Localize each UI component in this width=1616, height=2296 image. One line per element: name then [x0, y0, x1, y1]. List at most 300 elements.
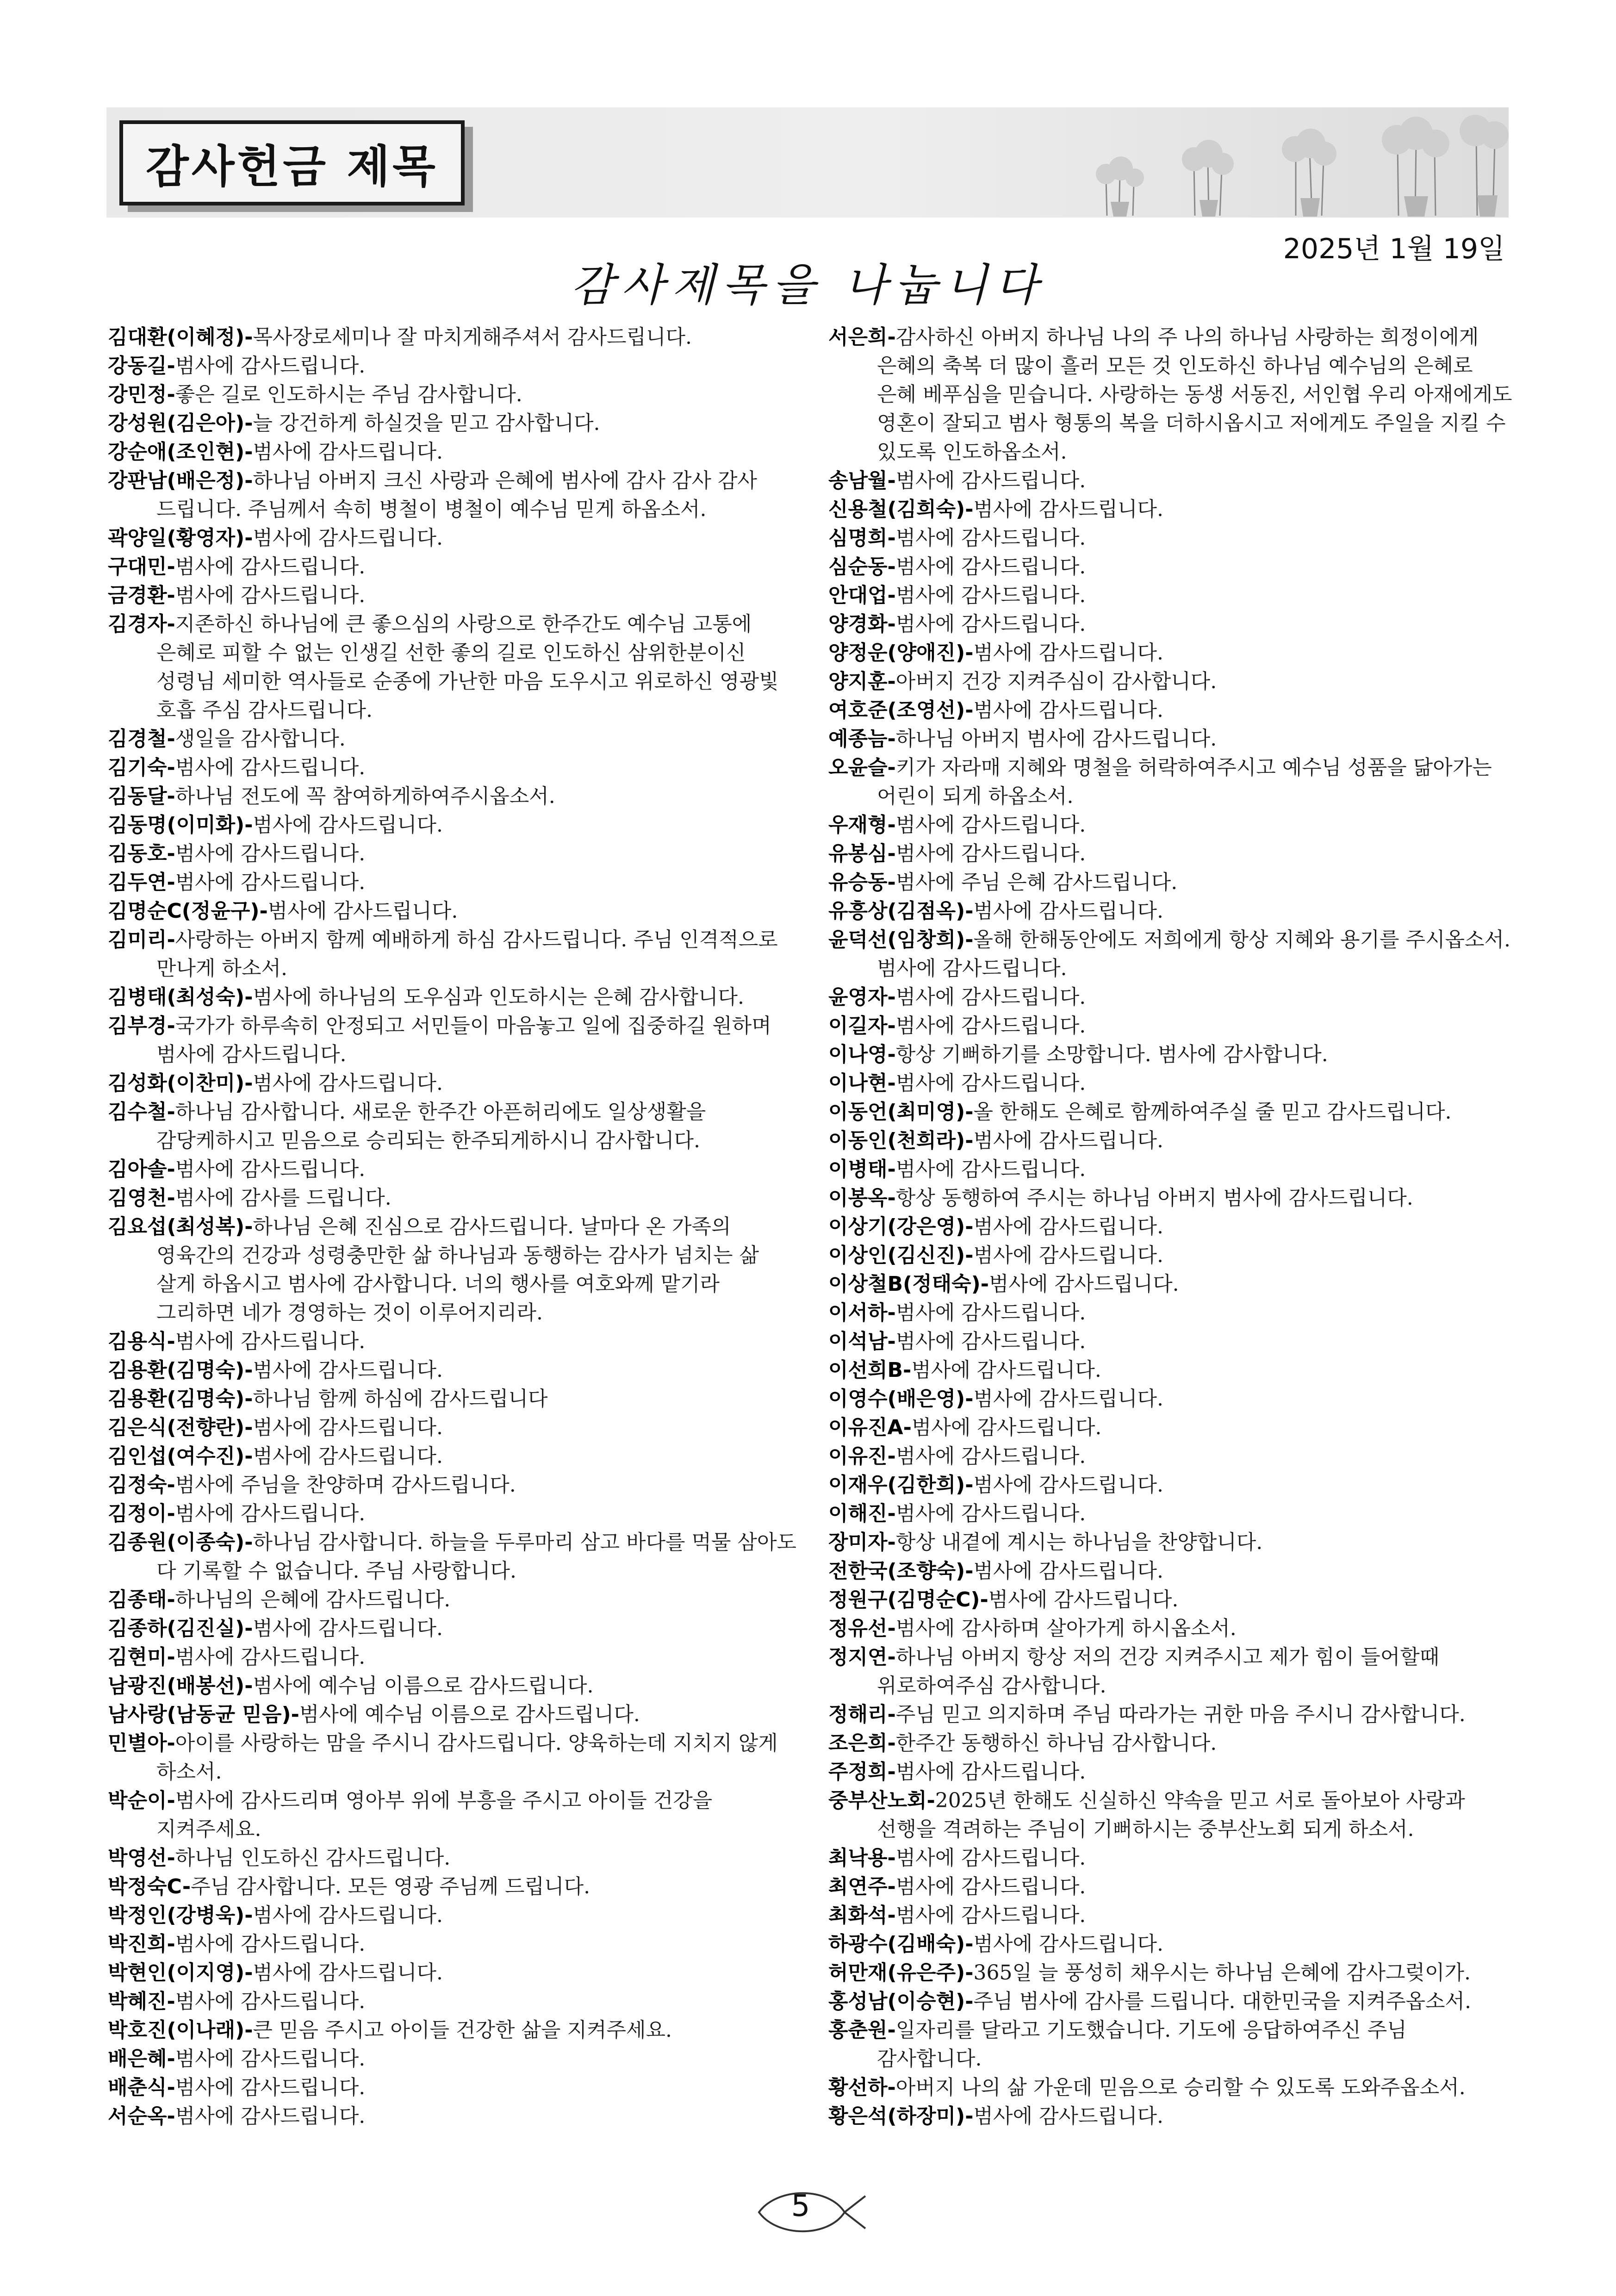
entry-name: 전한국(조향숙)- [828, 1559, 974, 1583]
entry-text: 범사에 감사드립니다. [175, 354, 366, 378]
offering-entry [108, 2102, 802, 2131]
offering-entry [108, 1385, 802, 1413]
offering-entry [828, 1758, 1518, 1786]
offering-entry [108, 1327, 802, 1356]
entry-text: 범사에 감사드리며 영아부 위에 부흥을 주시고 아이들 건강을 지켜주세요. [156, 1789, 713, 1841]
entry-text: 아이를 사랑하는 맘을 주시니 감사드립니다. 양육하는데 지치지 않게 하소서. [156, 1731, 778, 1784]
offering-entry [108, 1184, 802, 1213]
entry-name: 홍춘원- [828, 2018, 896, 2042]
entry-name: 배춘식- [108, 2076, 175, 2099]
offering-entry [828, 1098, 1518, 1126]
offering-entry [108, 1873, 802, 1901]
entry-text: 2025년 한해도 신실하신 약속을 믿고 서로 돌아보아 사랑과 선행을 격려하는 주님이 기뻐하시는 중부산노회 되게 하소서. [877, 1789, 1465, 1841]
offering-entry [828, 1385, 1518, 1413]
offering-entry [828, 1327, 1518, 1356]
entry-name: 서은희- [828, 325, 896, 349]
entry-text: 범사에 감사드립니다. [253, 1617, 443, 1640]
offering-entry [828, 1500, 1518, 1528]
entry-name: 박영선- [108, 1846, 175, 1870]
section-title: 감사헌금 제목 [146, 140, 438, 193]
offering-entry [828, 581, 1518, 610]
offering-entry [108, 1500, 802, 1528]
entry-name: 김종태- [108, 1588, 175, 1612]
entry-name: 곽양일(황영자)- [108, 526, 253, 550]
entry-text: 범사에 감사드립니다. [175, 871, 366, 894]
entry-text: 하나님 아버지 항상 저의 건강 지켜주시고 제가 힘이 들어할때 위로하여주심 감사합니다. [877, 1645, 1440, 1698]
entry-text: 범사에 감사드립니다. [253, 1358, 443, 1382]
entry-name: 김기숙- [108, 756, 175, 779]
entry-text: 범사에 감사드립니다. [895, 842, 1086, 865]
offering-entry [108, 610, 802, 725]
offering-entry [108, 352, 802, 380]
offering-entry [108, 811, 802, 840]
offering-entry [108, 1213, 802, 1327]
entry-name: 이나영- [828, 1043, 896, 1066]
offering-entry [108, 553, 802, 581]
offering-entry [108, 1987, 802, 2016]
entry-name: 이상철B(정태숙)- [828, 1272, 989, 1296]
offering-entry [108, 1700, 802, 1729]
offering-entry [108, 2016, 802, 2045]
entry-text: 국가가 하루속히 안정되고 서민들이 마음놓고 일에 집중하길 원하며 범사에 감사드립니다. [156, 1014, 771, 1066]
entry-text: 하나님 감사합니다. 새로운 한주간 아픈허리에도 일상생활을 감당케하시고 믿음으로 승리되는 한주되게하시니 감사합니다. [156, 1100, 706, 1152]
offering-entry [828, 1442, 1518, 1471]
entry-text: 범사에 감사드립니다. [895, 469, 1086, 492]
entry-text: 범사에 감사드립니다. [895, 1014, 1086, 1038]
entry-text: 주님 감사합니다. 모든 영광 주님께 드립니다. [191, 1875, 590, 1898]
offering-entry [108, 1356, 802, 1385]
entry-name: 홍성남(이승현)- [828, 1990, 974, 2013]
offering-entry [108, 581, 802, 610]
entry-text: 범사에 감사드립니다. [175, 2076, 366, 2099]
entry-name: 김용식- [108, 1330, 175, 1353]
offering-entry [108, 1901, 802, 1930]
entry-name: 김대환(이혜정)- [108, 325, 253, 349]
offering-entry [828, 926, 1518, 983]
entry-text: 아버지 나의 삶 가운데 믿음으로 승리할 수 있도록 도와주옵소서. [895, 2076, 1466, 2099]
entry-text: 범사에 감사드립니다. [895, 526, 1086, 550]
entry-name: 이영수(배은영)- [828, 1387, 974, 1411]
offering-entry [828, 1126, 1518, 1155]
entry-text: 범사에 하나님의 도우심과 인도하시는 은혜 감사합니다. [253, 985, 745, 1009]
entry-name: 남광진(배봉선)- [108, 1674, 253, 1698]
offering-entry [108, 380, 802, 409]
offering-entry [828, 1213, 1518, 1241]
entry-text: 범사에 예수님 이름으로 감사드립니다. [299, 1703, 640, 1726]
left-column [108, 323, 802, 2131]
offering-entry [108, 868, 802, 897]
entry-text: 범사에 감사드립니다. [895, 1444, 1086, 1468]
entry-text: 사랑하는 아버지 함께 예배하게 하심 감사드립니다. 주님 인격적으로 만나게 하소서. [156, 928, 778, 980]
entry-text: 범사에 감사드립니다. [973, 641, 1164, 665]
entry-name: 김인섭(여수진)- [108, 1444, 253, 1468]
entry-name: 오윤슬- [828, 756, 896, 779]
offering-entry [828, 1643, 1518, 1700]
entry-name: 최연주- [828, 1875, 896, 1898]
entry-text: 범사에 감사드립니다. [175, 1157, 366, 1181]
entry-name: 하광수(김배숙)- [828, 1932, 974, 1956]
entry-name: 김종하(김진실)- [108, 1617, 253, 1640]
offering-entry [108, 1471, 802, 1500]
offering-entry [828, 524, 1518, 553]
entry-text: 범사에 감사드립니다. [895, 1846, 1086, 1870]
entry-name: 이봉옥- [828, 1186, 896, 1210]
entry-text: 범사에 감사드립니다. [895, 1301, 1086, 1325]
offering-entry [108, 1069, 802, 1098]
offering-entry [108, 1959, 802, 1987]
entry-name: 이재우(김한희)- [828, 1473, 974, 1497]
entry-text: 하나님 감사합니다. 하늘을 두루마리 삼고 바다를 먹물 삼아도 다 기록할 수 없습니다. 주님 사랑합니다. [156, 1531, 797, 1583]
entry-name: 서순옥- [108, 2104, 175, 2128]
entry-name: 정해리- [828, 1703, 896, 1726]
offering-entry [828, 696, 1518, 725]
entry-text: 범사에 감사드립니다. [175, 2104, 366, 2128]
entry-text: 항상 기뻐하기를 소망합니다. 범사에 감사합니다. [895, 1043, 1328, 1066]
offering-entry [828, 1586, 1518, 1614]
entry-text: 범사에 감사를 드립니다. [175, 1186, 392, 1210]
entry-text: 범사에 감사드립니다. [973, 1215, 1164, 1238]
entry-name: 심순동- [828, 555, 896, 579]
entry-text: 범사에 감사드립니다. [175, 756, 366, 779]
entry-text: 범사에 감사드립니다. [973, 1387, 1164, 1411]
entry-text: 범사에 감사드립니다. [175, 1330, 366, 1353]
offering-entry [828, 667, 1518, 696]
entry-text: 범사에 감사드립니다. [253, 1961, 443, 1985]
entry-text: 하나님 아버지 범사에 감사드립니다. [895, 727, 1217, 751]
offering-entry [828, 1012, 1518, 1040]
offering-entry [828, 1557, 1518, 1586]
entry-text: 범사에 감사드립니다. [175, 1932, 366, 1956]
entry-name: 김성화(이찬미)- [108, 1071, 253, 1095]
offering-entry [828, 840, 1518, 868]
offering-entry [828, 1700, 1518, 1729]
entry-name: 이상인(김신진)- [828, 1244, 974, 1267]
offering-entry [108, 983, 802, 1012]
entry-name: 신용철(김희숙)- [828, 498, 974, 521]
entry-text: 올해 한해동안에도 저희에게 항상 지혜와 용기를 주시옵소서. 범사에 감사드립니다. [877, 928, 1511, 980]
offering-entry [108, 2045, 802, 2073]
offering-entry [108, 524, 802, 553]
entry-name: 박현인(이지영)- [108, 1961, 253, 1985]
entry-text: 범사에 감사드립니다. [973, 1559, 1164, 1583]
page-footer [750, 2184, 870, 2240]
offering-entry [108, 1844, 802, 1873]
entry-text: 범사에 감사드립니다. [895, 1502, 1086, 1525]
entry-text: 범사에 감사드립니다. [895, 1760, 1086, 1784]
offering-entry [108, 782, 802, 811]
entry-name: 김종원(이종숙)- [108, 1531, 253, 1554]
entry-name: 이서하- [828, 1301, 896, 1325]
entry-name: 박순이- [108, 1789, 175, 1812]
entry-text: 하나님 은혜 진심으로 감사드립니다. 날마다 온 가족의 영육간의 건강과 성령충만한 삶 하나님과 동행하는 감사가 넘치는 삶 살게 하옵시고 범사에 감사합니다. 너의 행사를 여호와께 맡기라 그리하면 네가 경영하는 것이 이루어지리라. [156, 1215, 759, 1325]
offering-entry [828, 2073, 1518, 2102]
entry-text: 범사에 감사드립니다. [911, 1358, 1101, 1382]
offering-entry [108, 1930, 802, 1959]
entry-name: 김정숙- [108, 1473, 175, 1497]
entry-text: 범사에 감사드립니다. [973, 1129, 1164, 1152]
offering-entry [108, 409, 802, 438]
offering-entry [108, 2073, 802, 2102]
entry-name: 양경화- [828, 612, 896, 636]
entry-name: 김동달- [108, 784, 175, 808]
entry-text: 범사에 감사드립니다. [253, 1444, 443, 1468]
right-column [828, 323, 1518, 2131]
entry-text: 범사에 감사드립니다. [253, 813, 443, 837]
entry-name: 김미리- [108, 928, 175, 952]
entry-name: 유승동- [828, 871, 896, 894]
offering-entry [108, 1442, 802, 1471]
entry-text: 범사에 감사드립니다. [973, 1244, 1164, 1267]
entry-name: 강동길- [108, 354, 175, 378]
entry-name: 양정운(양애진)- [828, 641, 974, 665]
entry-name: 중부산노회- [828, 1789, 935, 1812]
offering-entry [108, 467, 802, 524]
entry-name: 김두연- [108, 871, 175, 894]
offering-entry [828, 1844, 1518, 1873]
entry-name: 안대업- [828, 584, 896, 607]
entry-text: 항상 동행하여 주시는 하나님 아버지 범사에 감사드립니다. [895, 1186, 1413, 1210]
entry-text: 감사하신 아버지 하나님 나의 주 나의 하나님 사랑하는 희정이에게 은혜의 축복 더 많이 흘러 모든 것 인도하신 하나님 예수님의 은혜로 은혜 베푸심을 믿습니다. 사랑하는 동생 서동진, 서인협 우리 아재에게도 영혼이 잘되고 범사 형통의 복을 더하시옵시고 저에게도 주일을 지킬 수 있도록 인도하옵소서. [877, 325, 1512, 464]
entry-name: 강성원(김은아)- [108, 411, 253, 435]
offering-entry [828, 1299, 1518, 1327]
entry-text: 하나님 인도하신 감사드립니다. [175, 1846, 451, 1870]
offering-entry [828, 1873, 1518, 1901]
offering-entry [828, 1155, 1518, 1184]
entry-text: 범사에 감사드립니다. [973, 1932, 1164, 1956]
entry-name: 이상기(강은영)- [828, 1215, 974, 1238]
entry-text: 365일 늘 풍성히 채우시는 하나님 은혜에 감사그렂이가. [973, 1961, 1471, 1985]
entry-text: 범사에 감사드립니다. [895, 1330, 1086, 1353]
entry-text: 범사에 감사드립니다. [895, 612, 1086, 636]
entry-name: 김영천- [108, 1186, 175, 1210]
entry-name: 정유선- [828, 1617, 896, 1640]
entry-name: 이유진- [828, 1444, 896, 1468]
entry-name: 이동인(천희라)- [828, 1129, 974, 1152]
entry-text: 한주간 동행하신 하나님 감사합니다. [895, 1731, 1217, 1755]
offering-entry [828, 1786, 1518, 1844]
entry-name: 김요섭(최성복)- [108, 1215, 253, 1238]
entry-name: 양지훈- [828, 670, 896, 693]
offering-entry [108, 438, 802, 467]
offering-entry [828, 1528, 1518, 1557]
entry-text: 범사에 감사드립니다. [175, 842, 366, 865]
offering-entry [828, 753, 1518, 811]
offering-entry [828, 1930, 1518, 1959]
entry-text: 범사에 감사드립니다. [253, 1904, 443, 1927]
entry-text: 범사에 감사드립니다. [895, 1157, 1086, 1181]
entry-name: 유흥상(김점옥)- [828, 899, 974, 923]
entry-name: 김경자- [108, 612, 175, 636]
entry-text: 범사에 감사드립니다. [895, 555, 1086, 579]
offering-entry [828, 553, 1518, 581]
entry-name: 김정이- [108, 1502, 175, 1525]
entry-name: 김은식(전향란)- [108, 1416, 253, 1439]
entry-name: 예종늠- [828, 727, 896, 751]
entry-name: 황은석(하장미)- [828, 2104, 974, 2128]
entry-name: 남사랑(남동균 믿음)- [108, 1703, 299, 1726]
entry-text: 범사에 감사드립니다. [175, 1502, 366, 1525]
entry-text: 범사에 감사드립니다. [973, 698, 1164, 722]
entry-text: 범사에 감사드립니다. [895, 584, 1086, 607]
entry-text: 범사에 감사드립니다. [973, 2104, 1164, 2128]
entry-name: 박정인(강병욱)- [108, 1904, 253, 1927]
entry-name: 이석남- [828, 1330, 896, 1353]
offering-entry [108, 1012, 802, 1069]
entry-text: 범사에 감사드립니다. [267, 899, 458, 923]
offering-entry [108, 323, 802, 352]
entry-text: 범사에 감사드립니다. [175, 555, 366, 579]
entry-name: 최낙용- [828, 1846, 896, 1870]
entry-text: 하나님 전도에 꼭 참여하게하여주시옵소서. [175, 784, 555, 808]
offering-entry [828, 1040, 1518, 1069]
entry-text: 범사에 감사드립니다. [895, 813, 1086, 837]
entry-name: 박진희- [108, 1932, 175, 1956]
entry-name: 김용환(김명숙)- [108, 1358, 253, 1382]
entry-text: 범사에 감사드립니다. [253, 526, 443, 550]
entry-name: 이나현- [828, 1071, 896, 1095]
offering-entry [828, 2102, 1518, 2131]
entry-name: 유봉심- [828, 842, 896, 865]
entry-name: 이선희B- [828, 1358, 912, 1382]
entry-name: 박정숙C- [108, 1875, 191, 1898]
entry-text: 범사에 감사드립니다. [973, 1473, 1164, 1497]
entry-text: 범사에 감사드립니다. [253, 1416, 443, 1439]
offering-entry [108, 1528, 802, 1586]
offering-entry [828, 610, 1518, 639]
entry-name: 김동호- [108, 842, 175, 865]
entry-text: 하나님의 은혜에 감사드립니다. [175, 1588, 451, 1612]
offering-entry [108, 1672, 802, 1700]
offering-entry [108, 1413, 802, 1442]
entry-name: 강민정- [108, 383, 175, 406]
entry-text: 항상 내곁에 계시는 하나님을 찬양합니다. [895, 1531, 1263, 1554]
offering-entry [108, 1786, 802, 1844]
section-title-box [119, 120, 465, 205]
offering-entry [828, 495, 1518, 524]
entry-name: 심명희- [828, 526, 896, 550]
entry-text: 범사에 감사드립니다. [911, 1416, 1102, 1439]
entry-text: 키가 자라매 지혜와 명철을 허락하여주시고 예수님 성품을 닮아가는 어린이 되게 하옵소서. [877, 756, 1492, 808]
offering-entry [828, 725, 1518, 753]
offering-entry [828, 811, 1518, 840]
entry-text: 범사에 감사하며 살아가게 하시옵소서. [895, 1617, 1237, 1640]
entry-name: 여호준(조영선)- [828, 698, 974, 722]
entry-name: 장미자- [828, 1531, 896, 1554]
offering-entry [828, 467, 1518, 495]
flower-vase-illustration [1078, 109, 1509, 217]
entry-name: 이해진- [828, 1502, 896, 1525]
entry-name: 윤영자- [828, 985, 896, 1009]
offering-entry [828, 1184, 1518, 1213]
entry-text: 범사에 감사드립니다. [989, 1272, 1179, 1296]
entry-text: 아버지 건강 지켜주심이 감사합니다. [895, 670, 1217, 693]
entry-text: 하나님 아버지 크신 사랑과 은혜에 범사에 감사 감사 감사 드립니다. 주님께서 속히 병철이 병철이 예수님 믿게 하옵소서. [156, 469, 757, 521]
entry-name: 주정희- [828, 1760, 896, 1784]
entry-name: 김경철- [108, 727, 175, 751]
entry-name: 박호진(이나래)- [108, 2018, 253, 2042]
entry-name: 송남월- [828, 469, 896, 492]
entry-text: 좋은 길로 인도하시는 주님 감사합니다. [175, 383, 522, 406]
entry-text: 지존하신 하나님에 큰 좋으심의 사랑으로 한주간도 예수님 고통에 은혜로 피할 수 없는 인생길 선한 좋의 길로 인도하신 삼위한분이신 성령님 세미한 역사들로 순종에 가난한 마음 도우시고 위로하신 영광빛 호흡 주심 감사드립니다. [156, 612, 779, 722]
entry-name: 김수철- [108, 1100, 175, 1124]
offering-entry [828, 897, 1518, 926]
offering-entry [828, 639, 1518, 667]
offering-entry [108, 1614, 802, 1643]
entry-name: 조은희- [828, 1731, 896, 1755]
entry-text: 범사에 예수님 이름으로 감사드립니다. [253, 1674, 594, 1698]
offering-entry [828, 1241, 1518, 1270]
entry-name: 이동언(최미영)- [828, 1100, 974, 1124]
entry-name: 김현미- [108, 1645, 175, 1669]
offering-entry [108, 725, 802, 753]
entry-text: 큰 믿음 주시고 아이들 건강한 삶을 지켜주세요. [253, 2018, 672, 2042]
offering-entry [108, 1586, 802, 1614]
entry-name: 우재형- [828, 813, 896, 837]
entry-name: 배은혜- [108, 2047, 175, 2071]
entry-name: 박혜진- [108, 1990, 175, 2013]
entry-name: 구대민- [108, 555, 175, 579]
page-number: 5 [791, 2189, 810, 2223]
entry-text: 범사에 감사드립니다. [175, 2047, 366, 2071]
entry-text: 범사에 감사드립니다. [973, 498, 1164, 521]
offering-entry [828, 868, 1518, 897]
entry-name: 강판남(배은정)- [108, 469, 253, 492]
entry-name: 김아솔- [108, 1157, 175, 1181]
offering-entry [828, 1356, 1518, 1385]
entry-text: 올 한해도 은혜로 함께하여주실 줄 믿고 감사드립니다. [973, 1100, 1452, 1124]
entry-text: 늘 강건하게 하실것을 믿고 감사합니다. [253, 411, 600, 435]
entry-name: 강순애(조인현)- [108, 440, 253, 464]
entry-name: 정지연- [828, 1645, 896, 1669]
offering-entry [828, 1614, 1518, 1643]
offering-entry [828, 983, 1518, 1012]
entry-text: 범사에 감사드립니다. [253, 1071, 443, 1095]
entry-name: 정원구(김명순C)- [828, 1588, 988, 1612]
entry-name: 이길자- [828, 1014, 896, 1038]
entry-name: 황선하- [828, 2076, 896, 2099]
offering-entry [108, 840, 802, 868]
entry-name: 최화석- [828, 1904, 896, 1927]
offering-entry [828, 2016, 1518, 2073]
offering-entry [828, 1471, 1518, 1500]
entry-text: 범사에 감사드립니다. [895, 1071, 1086, 1095]
entry-text: 주님 믿고 의지하며 주님 따라가는 귀한 마음 주시니 감사합니다. [895, 1703, 1466, 1726]
entry-text: 범사에 주님을 찬양하며 감사드립니다. [175, 1473, 516, 1497]
entry-text: 일자리를 달라고 기도했습니다. 기도에 응답하여주신 주님 감사합니다. [877, 2018, 1407, 2071]
entry-text: 범사에 감사드립니다. [253, 440, 443, 464]
entry-name: 금경환- [108, 584, 175, 607]
headline: 감사제목을 나눕니다 [571, 259, 1045, 311]
offering-entry [108, 926, 802, 983]
offering-entry [108, 753, 802, 782]
offering-entry [828, 1729, 1518, 1758]
entry-text: 범사에 감사드립니다. [175, 584, 366, 607]
offering-entry [828, 1959, 1518, 1987]
entry-name: 김병태(최성숙)- [108, 985, 253, 1009]
entry-name: 김명순C(정윤구)- [108, 899, 268, 923]
entry-name: 김부경- [108, 1014, 175, 1038]
offering-entry [828, 1069, 1518, 1098]
entry-name: 이유진A- [828, 1416, 912, 1439]
entry-name: 민별아- [108, 1731, 175, 1755]
entry-text: 범사에 감사드립니다. [175, 1645, 366, 1669]
offering-entry [828, 1413, 1518, 1442]
entry-text: 생일을 감사합니다. [175, 727, 346, 751]
entry-name: 허만재(유은주)- [828, 1961, 974, 1985]
offering-entry [108, 1643, 802, 1672]
bulletin-date: 2025년 1월 19일 [1283, 233, 1505, 265]
offering-entry [108, 1729, 802, 1786]
